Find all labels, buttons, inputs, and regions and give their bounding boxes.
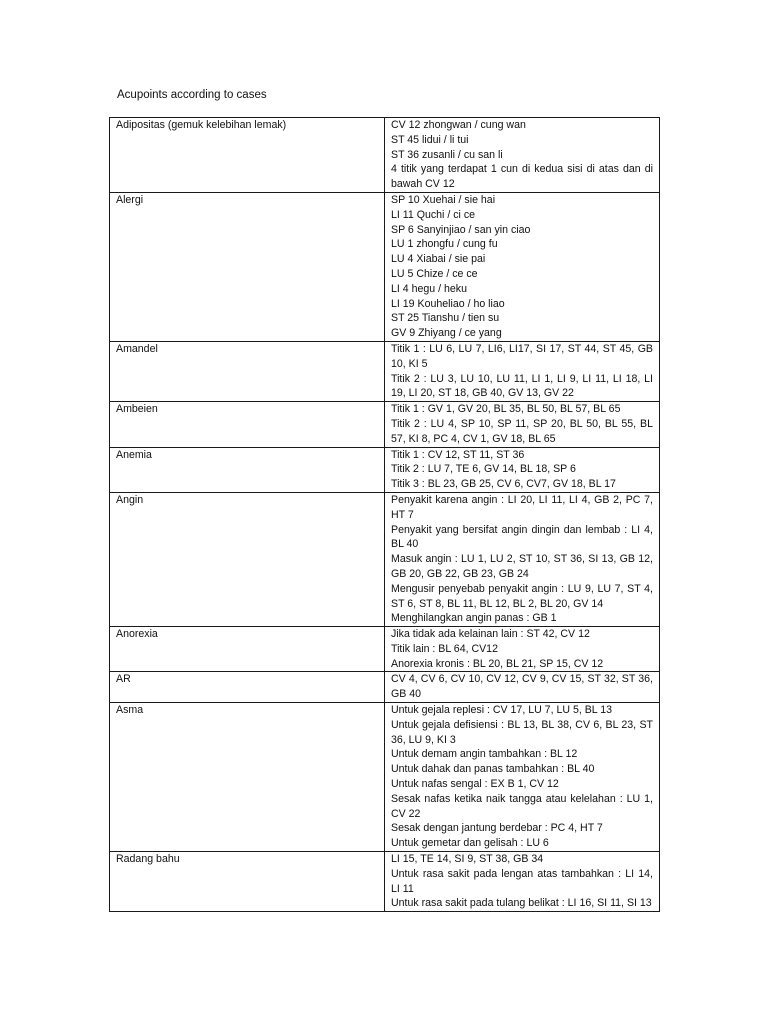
case-name-cell: Radang bahu [110,852,385,912]
case-name-cell: Adipositas (gemuk kelebihan lemak) [110,118,385,193]
acupoint-entry: LI 15, TE 14, SI 9, ST 38, GB 34 [391,853,544,866]
table-row [110,118,660,193]
acupoint-entry: Titik 3 : BL 23, GB 25, CV 6, CV7, GV 18, BL 17 [391,478,616,491]
acupoint-entry: ST 36 zusanli / cu san li [391,148,503,161]
acupoint-entry: Titik 2 : LU 7, TE 6, GV 14, BL 18, SP 6 [391,463,576,476]
acupoints-cell [385,341,660,401]
case-name-cell: Anorexia [110,627,385,672]
acupoint-entry: Titik 1 : CV 12, ST 11, ST 36 [391,448,525,461]
acupoints-cell [385,118,660,193]
acupoint-entry: Untuk rasa sakit pada tulang belikat : LI 16, SI 11, SI 13 [391,897,652,910]
acupoint-entry: Titik 2 : LU 4, SP 10, SP 11, SP 20, BL 50, BL 55, BL 57, KI 8, PC 4, CV 1, GV 18, BL 65 [391,417,653,445]
acupoint-entry: Anorexia kronis : BL 20, BL 21, SP 15, CV 12 [391,657,604,670]
acupoint-entry: Titik 1 : LU 6, LU 7, LI6, LI17, SI 17, ST 44, ST 45, GB 10, KI 5 [391,342,653,370]
table-row [110,341,660,401]
acupoints-table [109,117,660,912]
acupoint-entry: Untuk gejala replesi : CV 17, LU 7, LU 5, BL 13 [391,704,613,717]
acupoint-entry: Untuk dahak dan panas tambahkan : BL 40 [391,763,595,776]
acupoints-cell [385,703,660,852]
case-name-cell: Amandel [110,341,385,401]
table-row [110,627,660,672]
case-name-cell: AR [110,672,385,703]
acupoints-cell [385,672,660,703]
acupoint-entry: Jika tidak ada kelainan lain : ST 42, CV 12 [391,628,590,641]
acupoints-cell [385,852,660,912]
acupoint-entry: Titik 2 : LU 3, LU 10, LU 11, LI 1, LI 9, LI 11, LI 18, LI 19, LI 20, ST 18, GB 40, GV 13, GV 22 [391,372,653,400]
case-name-cell: Anemia [110,447,385,492]
acupoint-entry: Titik lain : BL 64, CV12 [391,642,498,655]
acupoint-entry: Menghilangkan angin panas : GB 1 [391,612,557,625]
acupoint-entry: Untuk demam angin tambahkan : BL 12 [391,748,578,761]
acupoint-entry: LI 4 hegu / heku [391,282,467,295]
acupoint-entry: LI 11 Quchi / ci ce [391,208,476,221]
case-name-cell: Angin [110,492,385,626]
acupoint-entry: LI 19 Kouheliao / ho liao [391,297,505,310]
case-name-cell: Ambeien [110,402,385,447]
acupoint-entry: LU 4 Xiabai / sie pai [391,253,486,266]
acupoint-entry: Untuk rasa sakit pada lengan atas tambahkan : LI 14, LI 11 [391,867,653,895]
table-row [110,852,660,912]
acupoints-cell [385,492,660,626]
acupoint-entry: Penyakit karena angin : LI 20, LI 11, LI 4, GB 2, PC 7, HT 7 [391,493,653,521]
acupoint-entry: Penyakit yang bersifat angin dingin dan lembab : LI 4, BL 40 [391,523,653,551]
table-row [110,447,660,492]
table-row [110,192,660,341]
acupoint-entry: LU 5 Chize / ce ce [391,267,478,280]
case-name-cell: Alergi [110,192,385,341]
acupoint-entry: GV 9 Zhiyang / ce yang [391,327,502,340]
case-name-cell: Asma [110,703,385,852]
table-row [110,492,660,626]
table-row [110,703,660,852]
acupoint-entry: LU 1 zhongfu / cung fu [391,238,498,251]
acupoints-table-body [110,118,660,912]
page-title: Acupoints according to cases [117,89,267,101]
acupoint-entry: CV 4, CV 6, CV 10, CV 12, CV 9, CV 15, ST 32, ST 36, GB 40 [391,673,653,701]
acupoint-entry: Mengusir penyebab penyakit angin : LU 9, LU 7, ST 4, ST 6, ST 8, BL 11, BL 12, BL 2, BL 20, GV 14 [391,582,653,610]
acupoint-entry: ST 25 Tianshu / tien su [391,312,500,325]
acupoints-cell [385,627,660,672]
acupoint-entry: Untuk nafas sengal : EX B 1, CV 12 [391,778,559,791]
acupoint-entry: Titik 1 : GV 1, GV 20, BL 35, BL 50, BL 57, BL 65 [391,403,621,416]
acupoint-entry: 4 titik yang terdapat 1 cun di kedua sisi di atas dan di bawah CV 12 [391,163,653,191]
acupoints-cell [385,192,660,341]
acupoint-entry: SP 10 Xuehai / sie hai [391,193,496,206]
table-row [110,402,660,447]
acupoint-entry: Sesak nafas ketika naik tangga atau kelelahan : LU 1, CV 22 [391,792,653,820]
table-row [110,672,660,703]
acupoints-cell [385,447,660,492]
acupoint-entry: ST 45 lidui / li tui [391,133,469,146]
acupoint-entry: Untuk gejala defisiensi : BL 13, BL 38, CV 6, BL 23, ST 36, LU 9, KI 3 [391,718,653,746]
acupoint-entry: Masuk angin : LU 1, LU 2, ST 10, ST 36, SI 13, GB 12, GB 20, GB 22, GB 23, GB 24 [391,553,653,580]
acupoint-entry: Untuk gemetar dan gelisah : LU 6 [391,837,549,850]
acupoints-cell [385,402,660,447]
acupoint-entry: CV 12 zhongwan / cung wan [391,119,526,131]
acupoint-entry: Sesak dengan jantung berdebar : PC 4, HT 7 [391,822,603,835]
acupoint-entry: SP 6 Sanyinjiao / san yin ciao [391,223,531,236]
